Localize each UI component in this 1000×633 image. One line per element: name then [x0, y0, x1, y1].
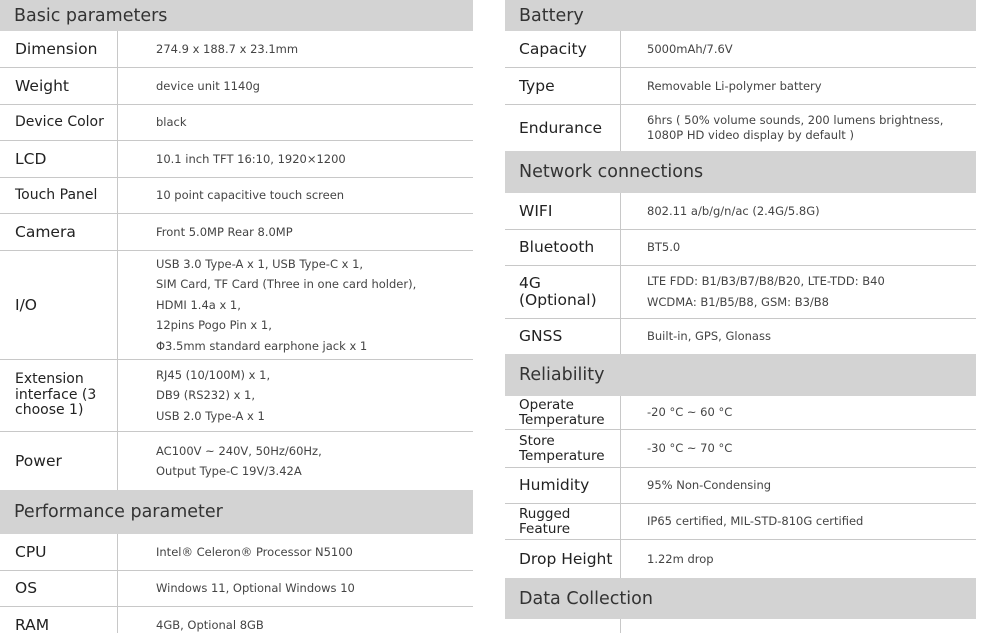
spec-row-ram	[0, 607, 473, 633]
data-collection-table	[505, 619, 976, 633]
spec-value: 5000mAh/7.6V	[647, 41, 733, 56]
section-header-basic-parameters: Basic parameters	[0, 0, 473, 31]
basic-parameters-table	[0, 31, 473, 490]
spec-label: Capacity	[505, 31, 621, 67]
spec-value: Built-in, GPS, Glonass	[647, 329, 771, 343]
spec-value: 802.11 a/b/g/n/ac (2.4G/5.8G)	[647, 203, 820, 218]
spec-value: 1.22m drop	[647, 551, 714, 566]
spec-value	[621, 619, 976, 633]
spec-label: Drop Height	[505, 540, 621, 578]
spec-value: AC100V ~ 240V, 50Hz/60Hz, Output Type-C 19V/3.42A	[156, 443, 322, 478]
spec-label: Bluetooth	[505, 230, 621, 265]
spec-row-store-temperature	[505, 430, 976, 468]
spec-label: Humidity	[505, 468, 621, 503]
spec-value: USB 3.0 Type-A x 1, USB Type-C x 1, SIM Card, TF Card (Three in one card holder), HDMI 1.4a x 1, 12pins Pogo Pin x 1, Φ3.5mm standard earphone jack x 1	[156, 256, 417, 353]
spec-label: Touch Panel	[0, 178, 118, 213]
spec-row-humidity	[505, 468, 976, 504]
spec-value: Intel® Celeron® Processor N5100	[156, 544, 353, 559]
spec-row-type	[505, 68, 976, 105]
spec-label: Extension interface (3 choose 1)	[0, 360, 118, 431]
spec-value: BT5.0	[647, 240, 681, 254]
spec-value: RJ45 (10/100M) x 1, DB9 (RS232) x 1, USB 2.0 Type-A x 1	[156, 367, 271, 423]
spec-row-rugged-feature	[505, 504, 976, 540]
spec-label: 4G (Optional)	[505, 266, 621, 318]
spec-value: LTE FDD: B1/B3/B7/B8/B20, LTE-TDD: B40 WCDMA: B1/B5/B8, GSM: B3/B8	[647, 274, 885, 309]
section-header-network-connections: Network connections	[505, 151, 976, 193]
spec-label: Type	[505, 68, 621, 104]
spec-value: IP65 certified, MIL-STD-810G certified	[647, 514, 864, 528]
reliability-table	[505, 396, 976, 578]
spec-row-extension-interface	[0, 360, 473, 432]
spec-label: Camera	[0, 214, 118, 250]
spec-label: Store Temperature	[505, 430, 621, 467]
section-header-data-collection: Data Collection	[505, 578, 976, 619]
spec-label: Weight	[0, 68, 118, 104]
spec-value: 10 point capacitive touch screen	[156, 188, 345, 203]
spec-value: 4GB, Optional 8GB	[156, 618, 264, 633]
spec-row-4g	[505, 266, 976, 319]
spec-row-lcd	[0, 141, 473, 178]
spec-value: -20 °C ~ 60 °C	[647, 405, 733, 419]
battery-table	[505, 31, 976, 151]
spec-row-dimension	[0, 31, 473, 68]
spec-row-power	[0, 432, 473, 490]
spec-label: RAM	[0, 607, 118, 633]
spec-row-drop-height	[505, 540, 976, 578]
spec-label: LCD	[0, 141, 118, 177]
spec-label: Operate Temperature	[505, 396, 621, 429]
spec-label: Power	[0, 432, 118, 490]
spec-label: Device Color	[0, 105, 118, 140]
spec-value: Removable Li-polymer battery	[647, 78, 822, 93]
spec-label: OS	[0, 571, 118, 606]
spec-label: WIFI	[505, 193, 621, 229]
spec-value: -30 °C ~ 70 °C	[647, 441, 733, 455]
spec-label	[505, 619, 621, 633]
network-connections-table	[505, 193, 976, 354]
spec-row-io	[0, 251, 473, 360]
spec-value: 95% Non-Condensing	[647, 478, 772, 492]
spec-row-operate-temperature	[505, 396, 976, 430]
spec-value: black	[156, 115, 187, 130]
spec-row-weight	[0, 68, 473, 105]
section-header-battery: Battery	[505, 0, 976, 31]
section-header-performance-parameter: Performance parameter	[0, 490, 473, 534]
spec-row-os	[0, 571, 473, 607]
performance-parameter-table	[0, 534, 473, 633]
spec-value: Front 5.0MP Rear 8.0MP	[156, 224, 293, 239]
spec-row-device-color	[0, 105, 473, 141]
spec-value: 10.1 inch TFT 16:10, 1920×1200	[156, 151, 346, 166]
spec-row-bluetooth	[505, 230, 976, 266]
spec-row-endurance	[505, 105, 976, 151]
spec-row-wifi	[505, 193, 976, 230]
spec-label: GNSS	[505, 319, 621, 354]
spec-row-gnss	[505, 319, 976, 354]
left-column	[0, 0, 473, 633]
spec-value: 274.9 x 188.7 x 23.1mm	[156, 41, 299, 56]
spec-label: Endurance	[505, 105, 621, 151]
spec-label: Rugged Feature	[505, 504, 621, 539]
spec-value: Windows 11, Optional Windows 10	[156, 581, 355, 596]
spec-value: device unit 1140g	[156, 78, 260, 93]
spec-row-capacity	[505, 31, 976, 68]
spec-row-data-collection	[505, 619, 976, 633]
spec-row-camera	[0, 214, 473, 251]
spec-label: CPU	[0, 534, 118, 570]
section-header-reliability: Reliability	[505, 354, 976, 396]
spec-label: I/O	[0, 251, 118, 359]
right-column	[505, 0, 976, 633]
spec-row-cpu	[0, 534, 473, 571]
spec-row-touch-panel	[0, 178, 473, 214]
spec-value: 6hrs ( 50% volume sounds, 200 lumens brightness, 1080P HD video display by default )	[647, 113, 944, 142]
spec-label: Dimension	[0, 31, 118, 67]
